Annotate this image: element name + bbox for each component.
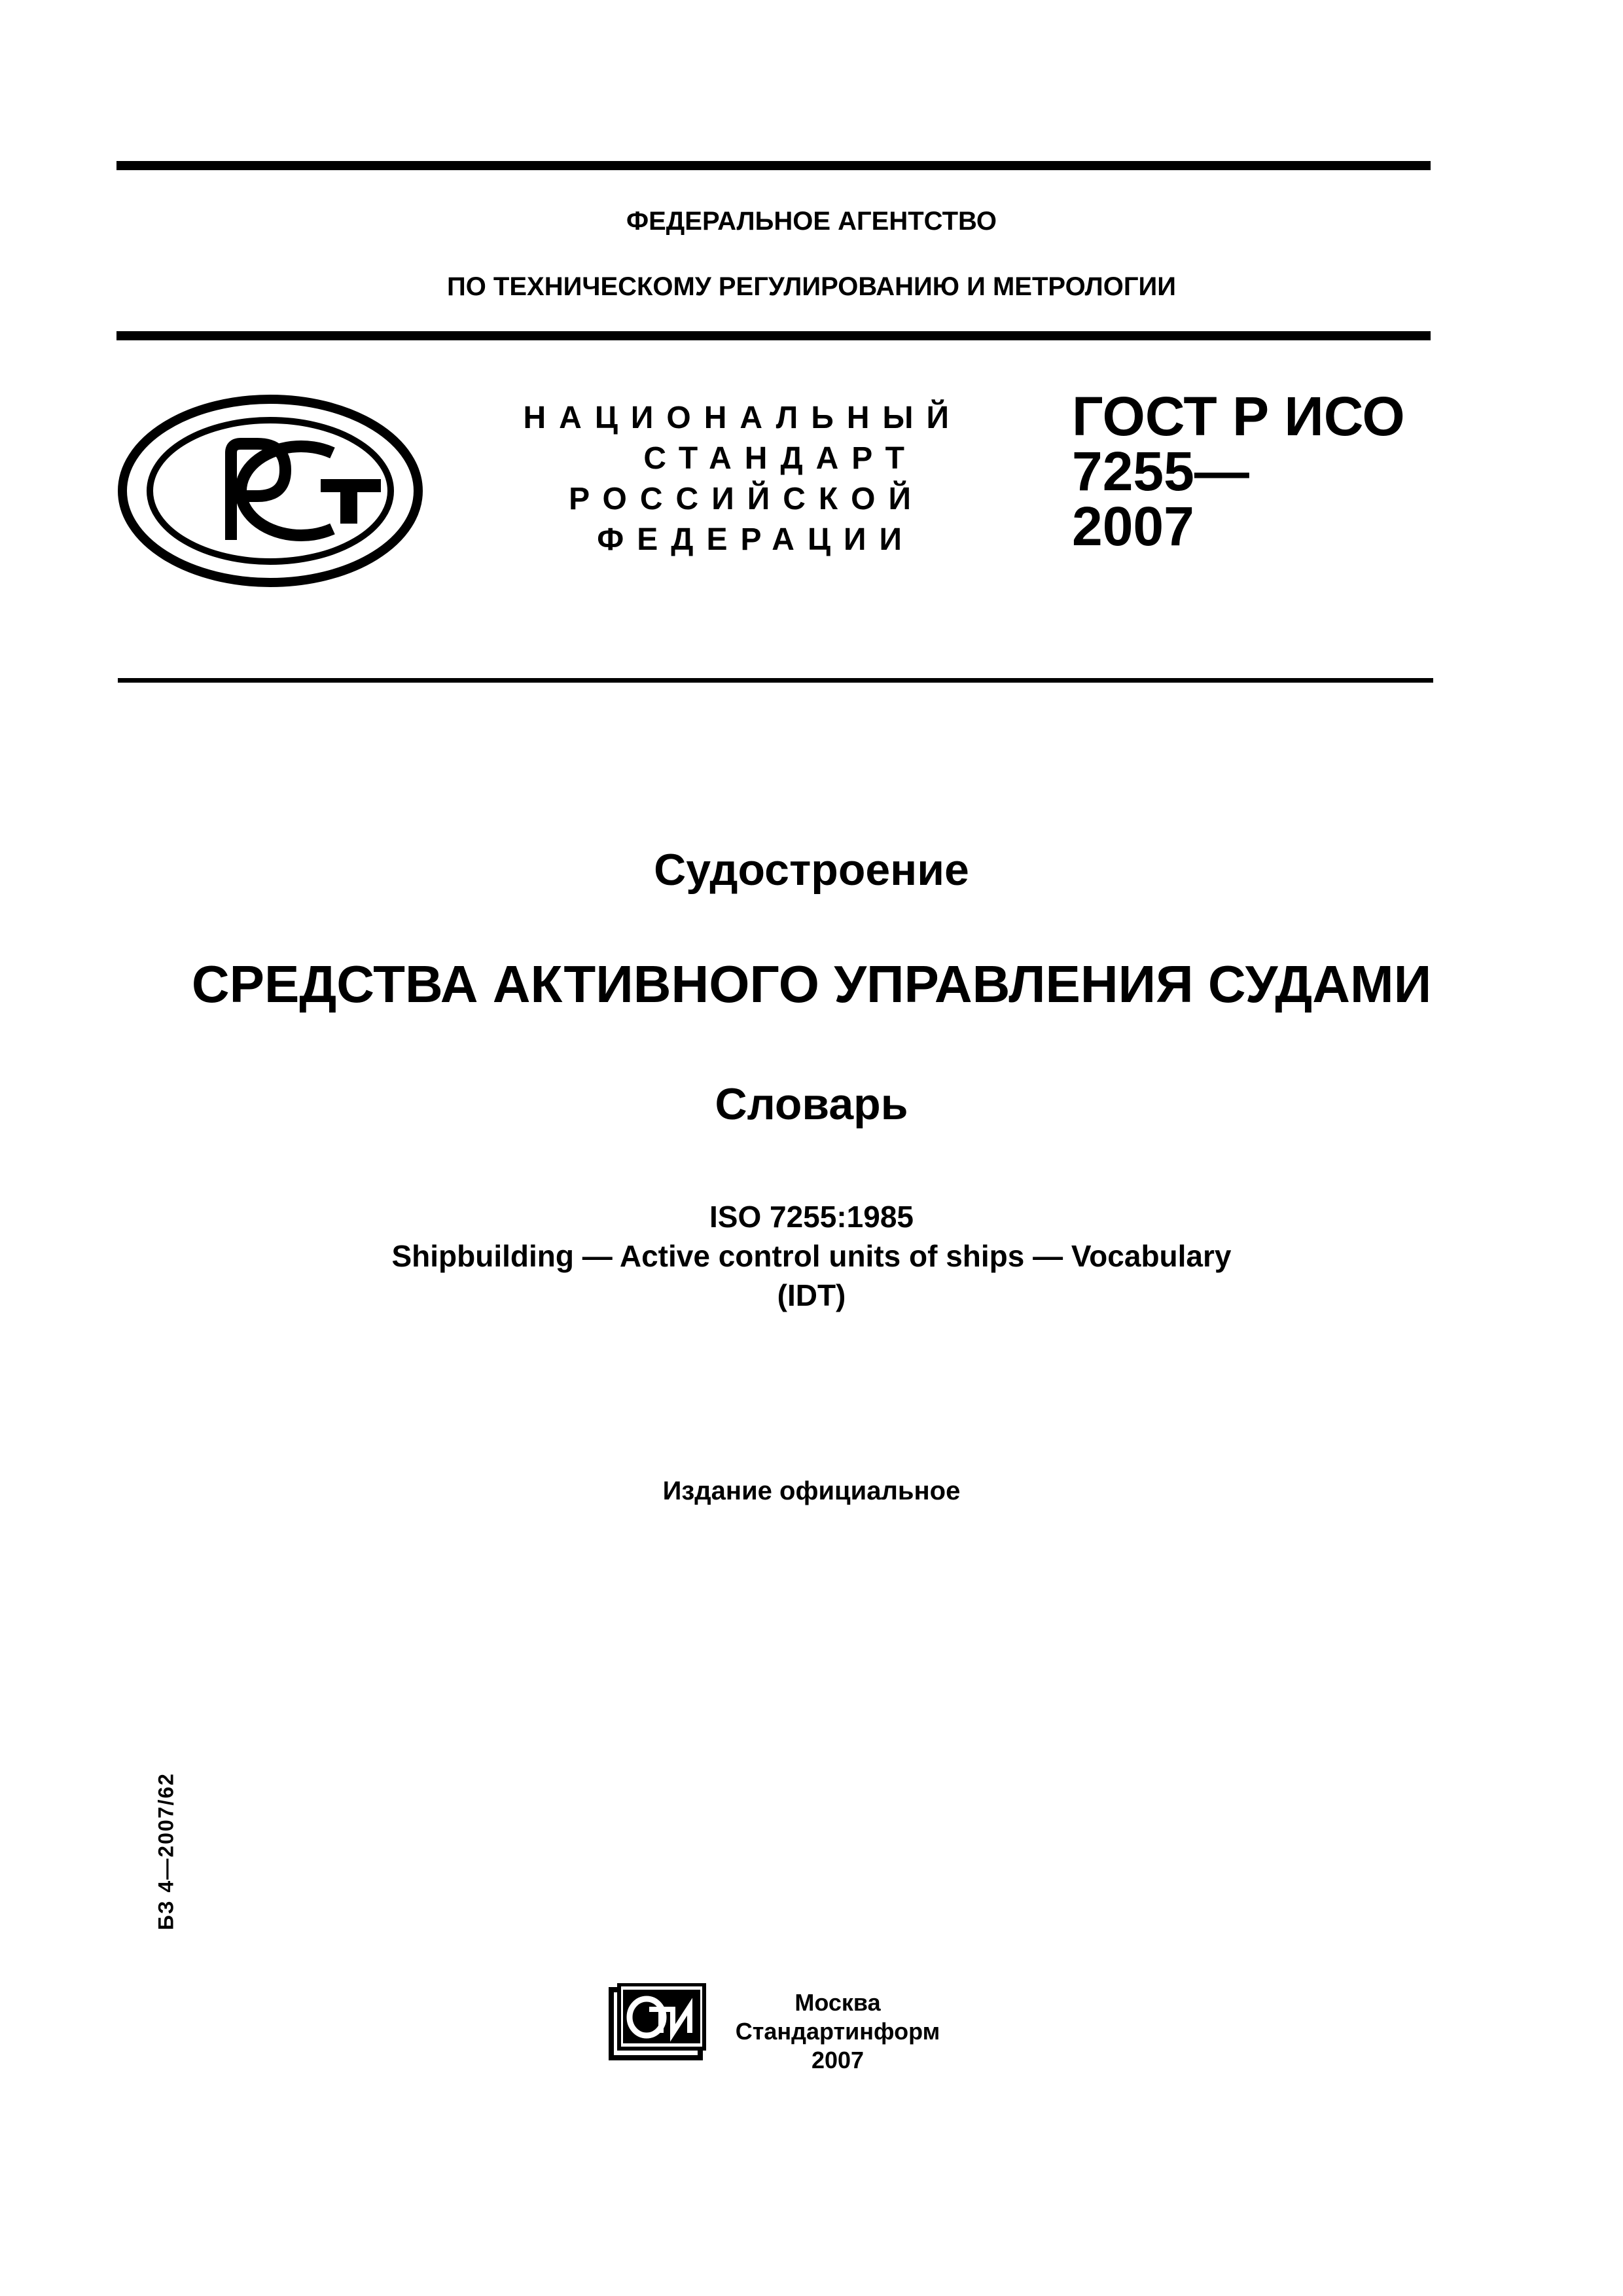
publisher-block	[720, 1988, 955, 2075]
agency-line-2: ПО ТЕХНИЧЕСКОМУ РЕГУЛИРОВАНИЮ И МЕТРОЛОГИИ	[446, 272, 1177, 301]
publisher-year: 2007	[811, 2047, 865, 2073]
header-bottom-rule	[116, 331, 1431, 340]
iso-degree: (IDT)	[777, 1278, 846, 1312]
rst-logo-icon	[116, 393, 424, 589]
standard-type-line-2: СТАНДАРТ	[643, 441, 918, 476]
main-title: СРЕДСТВА АКТИВНОГО УПРАВЛЕНИЯ СУДАМИ	[191, 955, 1432, 1013]
catalog-number: БЗ 4—2007/62	[154, 1772, 178, 1930]
standard-type-line-3: РОССИЙСКОЙ	[569, 482, 924, 516]
field-title: Судостроение	[654, 845, 969, 895]
edition-label: Издание официальное	[662, 1477, 961, 1505]
top-rule	[116, 161, 1431, 170]
designation-line-2: 7255—	[1072, 440, 1249, 502]
rst-logo	[116, 393, 424, 589]
standard-type-line-4: ФЕДЕРАЦИИ	[597, 522, 915, 557]
designation-line-1: ГОСТ Р ИСО	[1072, 386, 1405, 447]
publisher-name: Стандартинформ	[735, 2018, 940, 2045]
designation-line-3: 2007	[1072, 495, 1194, 557]
subtitle: Словарь	[715, 1079, 908, 1129]
standard-type-line-1: НАЦИОНАЛЬНЫЙ	[523, 401, 962, 435]
iso-title: Shipbuilding — Active control units of ships — Vocabulary	[391, 1239, 1232, 1273]
publisher-logo-icon	[609, 1983, 707, 2060]
standard-type-block	[497, 398, 962, 560]
standard-designation	[1072, 386, 1405, 557]
iso-number: ISO 7255:1985	[709, 1200, 914, 1234]
publisher-logo	[609, 1983, 707, 2060]
agency-line-1: ФЕДЕРАЛЬНОЕ АГЕНТСТВО	[626, 207, 997, 236]
publisher-city: Москва	[794, 1989, 881, 2016]
designation-bottom-rule	[118, 678, 1433, 683]
